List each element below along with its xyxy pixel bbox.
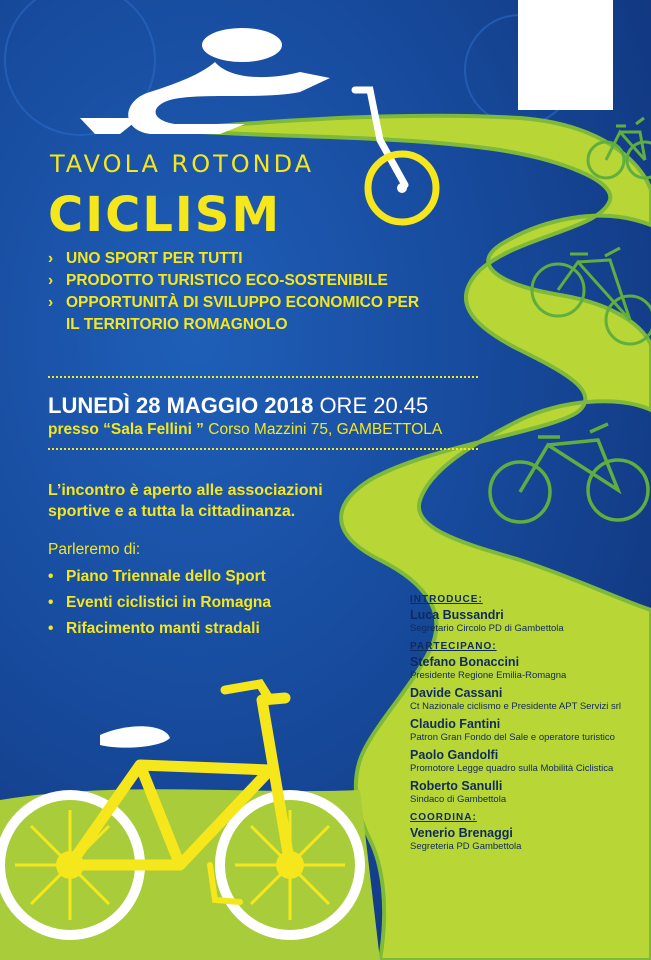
- speaker-name: Claudio Fantini: [410, 717, 501, 731]
- section-heading-coordina: COORDINA:: [410, 812, 477, 823]
- agenda-list: [48, 564, 271, 642]
- speaker-role: Segretario Circolo PD di Gambettola: [410, 623, 564, 634]
- theme-item: › UNO SPORT PER TUTTI: [48, 248, 448, 270]
- green-bicycle-icon: [490, 424, 648, 522]
- speakers-panel: [410, 588, 640, 857]
- speaker-name: Paolo Gandolfi: [410, 748, 499, 762]
- theme-item: › OPPORTUNITÀ DI SVILUPPO ECONOMICO PER IL TERRITORIO ROMAGNOLO: [48, 292, 448, 336]
- chevron-icon: ›: [48, 294, 54, 311]
- event-kicker: TAVOLA ROTONDA: [50, 150, 315, 178]
- agenda-item: • Eventi ciclistici in Romagna: [48, 590, 271, 616]
- speaker-role: Sindaco di Gambettola: [410, 794, 507, 805]
- chevron-icon: ›: [48, 272, 54, 289]
- speaker-role: Segreteria PD Gambettola: [410, 841, 522, 852]
- agenda-item: • Piano Triennale dello Sport: [48, 564, 271, 590]
- event-title-text: CICLISM: [48, 187, 282, 243]
- chevron-icon: ›: [48, 250, 54, 267]
- divider-bottom: [48, 448, 478, 450]
- speaker-name: Davide Cassani: [410, 686, 503, 700]
- speaker-role: Presidente Regione Emilia-Romagna: [410, 670, 567, 681]
- theme-list: [48, 248, 448, 336]
- speaker-role: Patron Gran Fondo del Sale e operatore turistico: [410, 732, 615, 743]
- speaker-name: Venerio Brenaggi: [410, 826, 513, 840]
- bullet-icon: •: [48, 568, 54, 585]
- section-heading-introduce: INTRODUCE:: [410, 594, 483, 605]
- venue-name: “Sala Fellini ”: [103, 421, 204, 438]
- speaker-role: Ct Nazionale ciclismo e Presidente APT Servizi srl: [410, 701, 622, 712]
- event-datetime: [48, 393, 428, 419]
- agenda-item: • Rifacimento manti stradali: [48, 616, 271, 642]
- speaker-name: Stefano Bonaccini: [410, 655, 520, 669]
- bullet-icon: •: [48, 620, 54, 637]
- event-date: LUNEDÌ 28 MAGGIO 2018: [48, 393, 314, 418]
- event-title: [48, 175, 281, 243]
- theme-item: › PRODOTTO TURISTICO ECO-SOSTENIBILE: [48, 270, 448, 292]
- event-time: ORE 20.45: [319, 393, 429, 418]
- agenda-intro: Parleremo di:: [48, 541, 141, 558]
- section-heading-partecipano: PARTECIPANO:: [410, 641, 497, 652]
- event-venue: presso “Sala Fellini ” Corso Mazzini 75, GAMBETTOLA: [48, 421, 443, 438]
- logo-placeholder: [518, 0, 613, 110]
- venue-address: Corso Mazzini 75, GAMBETTOLA: [208, 421, 443, 438]
- speaker-name: Roberto Sanulli: [410, 779, 503, 793]
- invitation-text: L’incontro è aperto alle associazioni sportive e a tutta la cittadinanza.: [48, 482, 323, 520]
- bullet-icon: •: [48, 594, 54, 611]
- speaker-name: Luca Bussandri: [410, 608, 504, 622]
- speaker-role: Promotore Legge quadro sulla Mobilità Ciclistica: [410, 763, 614, 774]
- divider-top: [48, 376, 478, 378]
